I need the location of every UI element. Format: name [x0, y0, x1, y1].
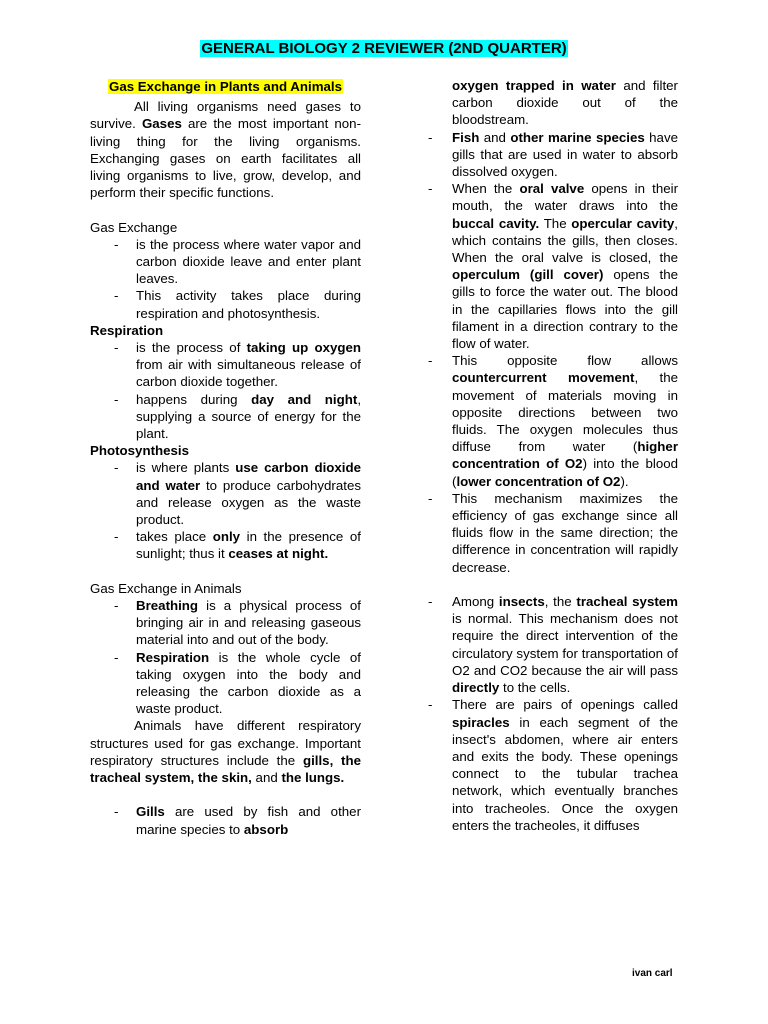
list-item: - is the process where water vapor and carbon dioxide leave and enter plant leaves.: [114, 236, 361, 287]
gas-exchange-list: [90, 236, 361, 322]
list-item: - is the process of taking up oxygen from air with simultaneous release of carbon dioxide together.: [114, 340, 361, 390]
list-item: - There are pairs of openings called spiracles in each segment of the insect's abdomen, where air enters and exits the body. These openings connect to the tubular trachea network, which eventually branches into tracheoles. Once the oxygen enters the tracheoles, it diffuses: [428, 697, 678, 833]
page-title: GENERAL BIOLOGY 2 REVIEWER (2ND QUARTER): [201, 40, 567, 57]
gills-list: [90, 803, 361, 837]
list-item: - This opposite flow allows countercurrent movement, the movement of materials moving in opposite directions between two fluids. The oxygen molecules thus diffuse from water (higher concentration of O2) into the blood (lower concentration of O2).: [428, 353, 679, 489]
respiration-heading: Respiration: [90, 322, 164, 338]
list-item: - takes place only in the presence of sunlight; thus it ceases at night.: [114, 529, 361, 562]
list-item: - Gills are used by fish and other marine species to absorb: [114, 804, 361, 837]
list-item: - This activity takes place during respiration and photosynthesis.: [114, 288, 361, 321]
list-item: - This mechanism maximizes the efficiency of gas exchange since all fluids flow in the same direction; the difference in concentration will rapidly decrease.: [428, 490, 678, 575]
right-column: [427, 77, 678, 834]
gills-continuation: oxygen trapped in water and filter carbon dioxide out of the bloodstream.: [452, 78, 678, 128]
author-footer: ivan carl: [632, 968, 673, 979]
list-item: - Among insects, the tracheal system is normal. This mechanism does not require the direct intervention of the circulatory system for transportation of O2 and CO2 because the air will pass directly to the cells.: [428, 594, 678, 696]
insect-list: [427, 593, 678, 834]
list-item: - is where plants use carbon dioxide and water to produce carbohydrates and release oxygen as the waste product.: [114, 460, 361, 528]
list-item: - Breathing is a physical process of bringing air in and releasing gaseous material into and out of the body.: [114, 598, 361, 648]
animals-heading: Gas Exchange in Animals: [90, 580, 242, 596]
intro-paragraph: All living organisms need gases to survive. Gases are the most important non-living thing for the living organisms. Exchanging gases on earth facilitates all living organisms to live, grow, develop, and perform their specific functions.: [90, 99, 362, 201]
gas-exchange-heading: Gas Exchange: [90, 219, 178, 235]
list-item: - When the oral valve opens in their mouth, the water draws into the buccal cavity. The opercular cavity, which contains the gills, then closes. When the oral valve is closed, the operculum (gill cover) opens the gills to force the water out. The blood in the capillaries flows into the gill filament in a direction contrary to the flow of water.: [428, 181, 679, 352]
animals-paragraph: Animals have different respiratory structures used for gas exchange. Important respiratory structures include the gills, the tracheal system, the skin, and the lungs.: [90, 718, 361, 786]
left-column: [90, 78, 361, 838]
photosynthesis-list: [90, 459, 361, 562]
list-item: - Fish and other marine species have gills that are used in water to absorb dissolved oxygen.: [428, 129, 678, 180]
fish-list: [427, 129, 678, 576]
list-item: - happens during day and night, supplying a source of energy for the plant.: [114, 391, 362, 442]
respiration-list: [90, 339, 361, 442]
section-title: Gas Exchange in Plants and Animals: [108, 79, 342, 94]
list-item: - Respiration is the whole cycle of taking oxygen into the body and releasing the carbon dioxide as a waste product.: [114, 649, 361, 717]
animals-list: [90, 597, 361, 717]
photosynthesis-heading: Photosynthesis: [90, 443, 190, 459]
